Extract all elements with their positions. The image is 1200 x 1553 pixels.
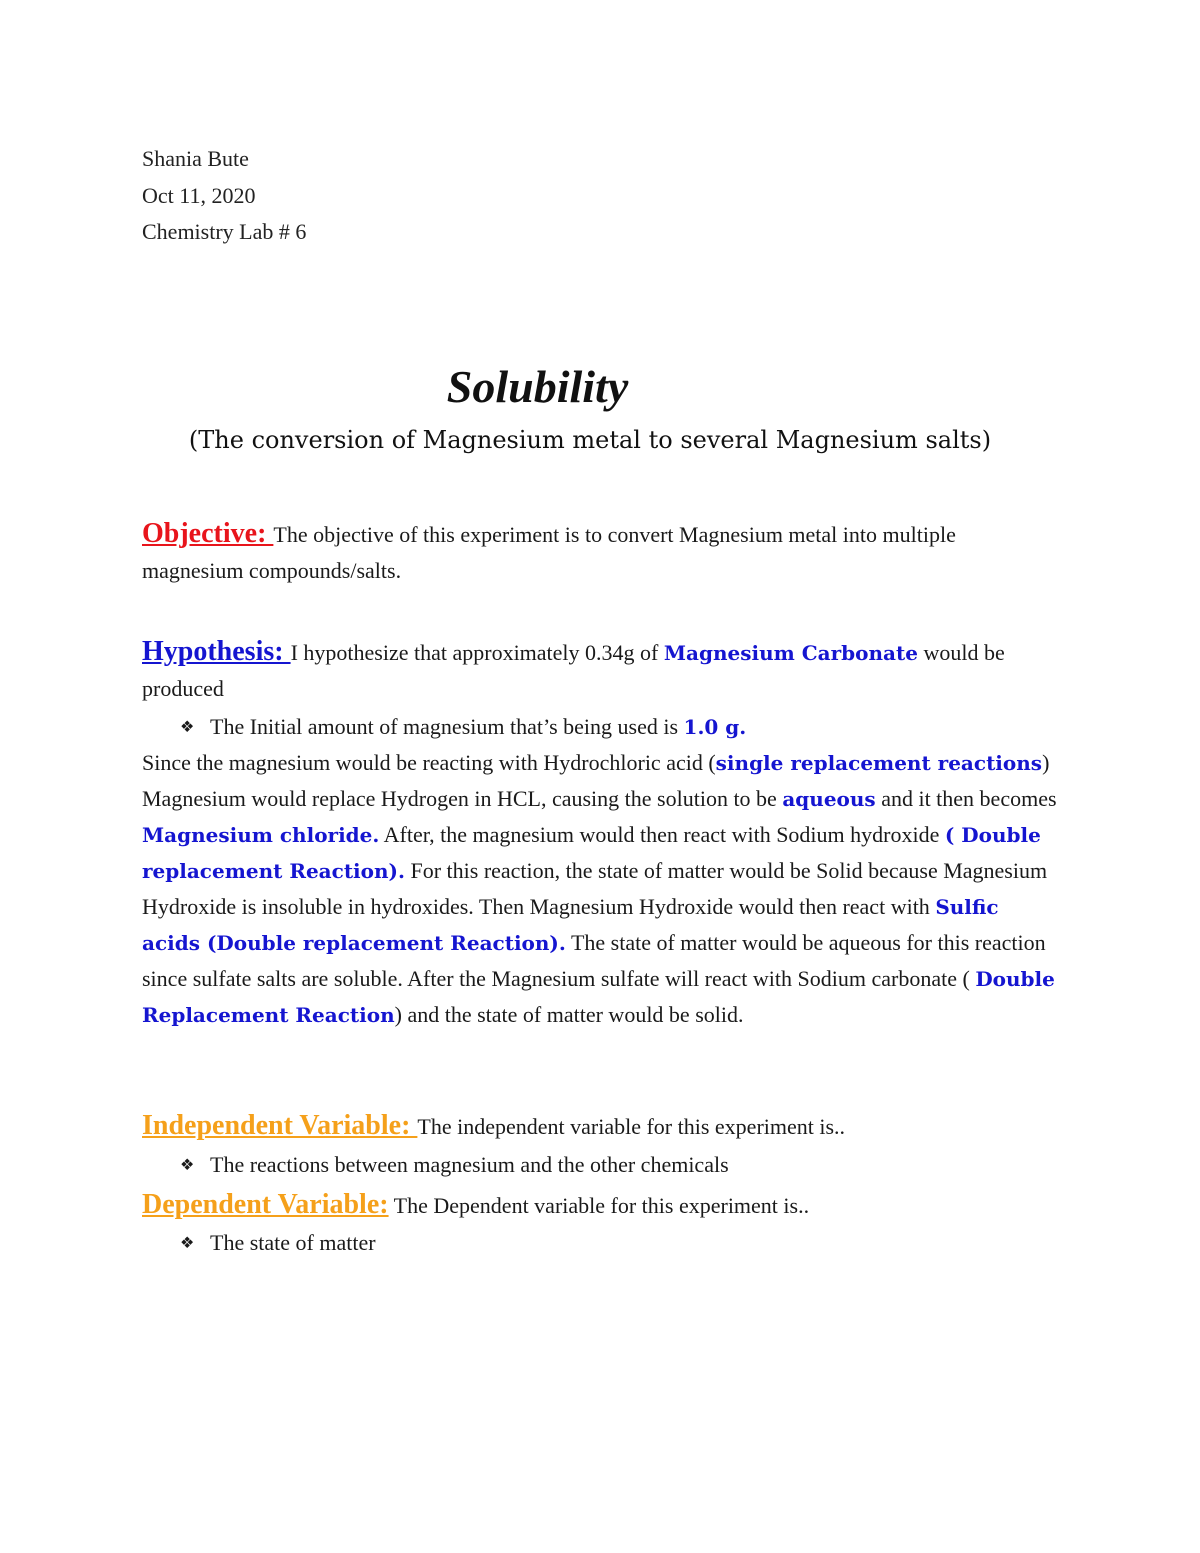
dependent-bullet	[180, 1230, 376, 1256]
explanation-text: and it then becomes	[875, 786, 1057, 811]
diamond-bullet-icon: ❖	[180, 719, 195, 736]
bullet-text: The Initial amount of magnesium that’s being used is	[210, 714, 684, 739]
course-label: Chemistry Lab # 6	[142, 219, 307, 244]
hypothesis-label: Hypothesis:	[142, 636, 291, 667]
hypothesis-explanation	[142, 745, 1062, 1033]
independent-bullet-text: The reactions between magnesium and the other chemicals	[210, 1152, 729, 1177]
explanation-highlight: single replacement reactions	[715, 751, 1043, 775]
author-name: Shania Bute	[142, 146, 249, 171]
dependent-bullet-text: The state of matter	[210, 1230, 376, 1255]
explanation-text: The state of matter would be aqueous for this reaction since sulfate salts are soluble. After the Magnesium sulfate will react with Sodium carbonate (	[142, 930, 1046, 991]
explanation-highlight: Double Replacement Reaction	[142, 967, 1055, 1027]
explanation-highlight: ( Double replacement Reaction).	[142, 823, 1041, 883]
explanation-text: After, the magnesium would then react with Sodium hydroxide	[379, 822, 945, 847]
explanation-highlight: Sulfic acids (Double replacement Reaction).	[142, 895, 999, 955]
dependent-variable-text: The Dependent variable for this experiment is..	[388, 1193, 810, 1218]
document-title: Solubility	[446, 361, 629, 412]
independent-variable-label: Independent Variable:	[142, 1110, 418, 1141]
explanation-text: ) and the state of matter would be solid.	[394, 1002, 744, 1027]
independent-bullet	[180, 1152, 729, 1178]
objective-label: Objective:	[142, 518, 274, 549]
report-date: Oct 11, 2020	[142, 183, 256, 208]
objective-section	[142, 516, 1062, 589]
independent-variable-section	[142, 1108, 1062, 1145]
dependent-variable-section	[142, 1187, 1062, 1224]
hypothesis-text-2: would be produced	[142, 640, 1005, 701]
hypothesis-text-1: I hypothesize that approximately 0.34g of	[290, 640, 664, 665]
hypothesis-section	[142, 634, 1062, 707]
diamond-bullet-icon: ❖	[180, 1235, 195, 1252]
diamond-bullet-icon: ❖	[180, 1157, 195, 1174]
hypothesis-bullet	[180, 714, 746, 740]
document-subtitle: (The conversion of Magnesium metal to several Magnesium salts)	[188, 426, 992, 454]
hypothesis-highlight-1: Magnesium Carbonate	[663, 641, 918, 665]
explanation-text: For this reaction, the state of matter would be Solid because Magnesium Hydroxide is insoluble in hydroxides. Then Magnesium Hydroxide would then react with	[142, 858, 1048, 919]
explanation-text: Since the magnesium would be reacting with Hydrochloric acid (	[142, 750, 716, 775]
dependent-variable-label: Dependent Variable:	[142, 1189, 389, 1220]
bullet-highlight: 1.0 g.	[683, 715, 747, 739]
explanation-text: ) Magnesium would replace Hydrogen in HCL, causing the solution to be	[142, 750, 1050, 811]
explanation-highlight: aqueous	[782, 787, 876, 811]
objective-text: The objective of this experiment is to convert Magnesium metal into multiple magnesium compounds/salts.	[142, 522, 956, 583]
independent-variable-text: The independent variable for this experiment is..	[417, 1114, 846, 1139]
explanation-highlight: Magnesium chloride.	[142, 823, 380, 847]
